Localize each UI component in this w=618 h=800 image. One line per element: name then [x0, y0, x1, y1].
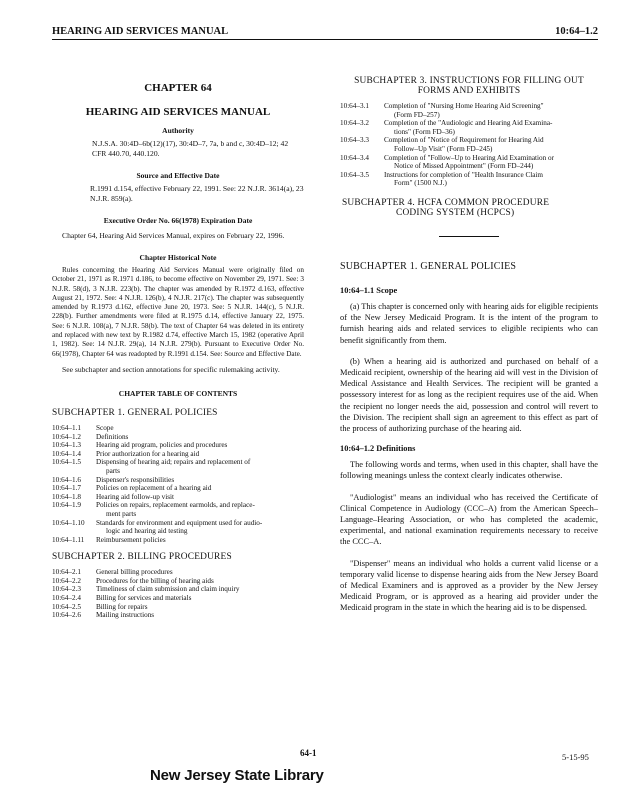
page-date: 5-15-95 — [562, 752, 589, 762]
toc-entry-title — [384, 136, 598, 153]
toc-entry — [52, 441, 304, 450]
historical-note-heading: Chapter Historical Note — [139, 253, 217, 262]
toc-entry-title — [96, 476, 304, 485]
toc-entry-number: 10:64–1.10 — [52, 518, 85, 527]
toc-entry-title-line: Prior authorization for a hearing aid — [96, 449, 200, 458]
toc-entry-title-continuation: ment parts — [106, 509, 137, 518]
source-text: R.1991 d.154, effective February 22, 1991. See: 22 N.J.R. 3614(a), 23 N.J.R. 859(a). — [90, 184, 304, 203]
toc-entry-number: 10:64–1.11 — [52, 535, 85, 544]
toc-entry — [52, 594, 304, 603]
toc-entry-number: 10:64–2.1 — [52, 568, 81, 577]
toc-entry-title-line: Procedures for the billing of hearing aids — [96, 576, 214, 585]
toc-entry-title — [96, 519, 304, 536]
toc-entry-title-continuation: Form" (1500 N.J.) — [394, 179, 447, 188]
toc-entry-title-continuation: Follow–Up Visit" (Form FD–245) — [394, 144, 493, 153]
toc-entry-title-line: Definitions — [96, 432, 129, 441]
toc-entry — [340, 102, 598, 119]
toc-entry-title-line: Dispensing of hearing aid; repairs and replacement of — [96, 458, 251, 467]
toc-entry — [52, 611, 304, 620]
toc-entry-number: 10:64–1.5 — [52, 458, 81, 467]
toc-entry-number: 10:64–3.5 — [340, 170, 369, 179]
annotations-note: See subchapter and section annotations for specific rulemaking activity. — [62, 364, 280, 374]
toc-entry-number: 10:64–1.4 — [52, 449, 81, 458]
section-1-1-paragraph-b: (b) When a hearing aid is authorized and purchased on behalf of a Medicaid recipient, ownership of the hearing aid will vest in the Division of Medical Assistance and Health Services. The recipient will be granted a possessory interest for as long as the recipient requires use of the aid. When the recipient no longer needs the aid, possession and control will revert to the Division. The recipient shall sign an agreement to this effect as part of the process of authorizing purchase of the hearing aid. — [340, 356, 598, 433]
toc-entry-title — [96, 450, 304, 459]
toc-subchapter-3-line2: FORMS AND EXHIBITS — [417, 86, 521, 96]
chapter-title: HEARING AID SERVICES MANUAL — [85, 106, 271, 118]
toc-subchapter-4-line2: CODING SYSTEM (HCPCS) — [396, 207, 515, 218]
toc-entry-title — [96, 594, 304, 603]
toc-entry-title-line: Policies on replacement of a hearing aid — [96, 484, 212, 493]
toc-entry-title — [96, 424, 304, 433]
running-header — [52, 26, 598, 40]
toc-entry — [52, 501, 304, 518]
toc-entry-title — [96, 568, 304, 577]
toc-entry — [52, 476, 304, 485]
header-title: HEARING AID SERVICES MANUAL — [52, 26, 229, 37]
toc-entry-title — [384, 119, 598, 136]
toc-entry-number: 10:64–2.2 — [52, 576, 81, 585]
toc-entry-title — [384, 102, 598, 119]
definition-audiologist: "Audiologist" means an individual who has received the Certificate of Clinical Competence in Audiology (CCC–A) from the American Speech–Language–Hearing Association, or who has completed the academic, experimental, and national examination requirements necessary to receive the CCC–A. — [340, 492, 598, 547]
toc-entry-title-line: Reimbursement policies — [96, 535, 166, 544]
toc-entry-title-line: Dispenser's responsibilities — [96, 475, 175, 484]
toc-entry — [52, 450, 304, 459]
chapter-number: CHAPTER 64 — [144, 82, 212, 94]
toc-entry-title — [384, 154, 598, 171]
toc-entry-number: 10:64–3.1 — [340, 102, 369, 110]
toc-entry-title-line: Mailing instructions — [96, 611, 155, 620]
toc-subchapter-2-list — [52, 568, 304, 620]
toc-entry — [340, 171, 598, 188]
toc-entry-title — [96, 493, 304, 502]
toc-subchapter-4-line1: SUBCHAPTER 4. HCFA COMMON PROCEDURE — [342, 197, 550, 208]
definition-dispenser: "Dispenser" means an individual who holds a current valid license or a temporary valid license to dispense hearing aids from the New Jersey Board of Medical Examiners and is approved as a provider by the New Jersey Medicaid Program, or is approved as a hearing aid provider under the Medicaid program in the state in which the hearing aid is to be dispensed. — [340, 558, 598, 613]
library-stamp: New Jersey State Library — [150, 767, 324, 784]
toc-entry-title-continuation: Notice of Missed Appointment" (Form FD–244) — [394, 162, 534, 171]
toc-entry-title-continuation: logic and hearing aid testing — [106, 527, 188, 536]
toc-entry-title — [384, 171, 598, 188]
toc-entry-title — [96, 458, 304, 475]
toc-entry-number: 10:64–2.6 — [52, 611, 81, 620]
toc-entry — [52, 603, 304, 612]
toc-entry-number: 10:64–1.2 — [52, 432, 81, 441]
toc-entry-number: 10:64–1.3 — [52, 441, 81, 450]
toc-entry-title — [96, 484, 304, 493]
toc-entry-title — [96, 433, 304, 442]
historical-note-text: Rules concerning the Hearing Aid Services Manual were originally filed on October 21, 1971 as R.1971 d.186, to become effective on November 29, 1971. See: 3 N.J.R. 58(d), 3 N.J.R. 223(b). The chapter was amended by R.1972 d.163, effective August 21, 1972. See: 4 N.J.R. 126(b), 4 N.J.R. 217(c). The chapter was subsequently amended by R.1973 d.162, effective June 20, 1973. See: 5 N.J.R. 144(c), 5 N.J.R. 228(b). Further amendments were filed at R.1975 d.14, effective January 22, 1975. See: 6 N.J.R. 108(a), 7 N.J.R. 58(b). The text of Chapter 64 was deleted in its entirety and replaced with new text by R.1982 d.74, effective March 15, 1982 (operative April 1, 1982). See: 14 N.J.R. 29(a), 14 N.J.R. 279(b). Pursuant to Executive Order No. 66(1978), Chapter 64 was readopted by R.1991 d.154. See: Source and Effective Date. — [52, 266, 304, 358]
toc-entry — [52, 585, 304, 594]
section-1-1-heading: 10:64–1.1 Scope — [340, 285, 398, 295]
subchapter-1-heading: SUBCHAPTER 1. GENERAL POLICIES — [340, 260, 517, 272]
table-of-contents-heading: CHAPTER TABLE OF CONTENTS — [118, 388, 238, 398]
section-1-1-paragraph-a: (a) This chapter is concerned only with hearing aids for eligible recipients of the New Jersey Medicaid Program. It is the intent of the program to furnish hearing aids and related services to eligible recipients who can benefit significantly from them. — [340, 301, 598, 345]
toc-entry-title-line: Timeliness of claim submission and claim inquiry — [96, 585, 240, 594]
toc-entry-number: 10:64–1.8 — [52, 492, 81, 501]
header-section-number: 10:64–1.2 — [555, 26, 598, 37]
toc-entry-number: 10:64–1.9 — [52, 501, 81, 510]
toc-entry — [52, 424, 304, 433]
executive-order-text: Chapter 64, Hearing Aid Services Manual, expires on February 22, 1996. — [62, 231, 285, 240]
toc-entry — [340, 119, 598, 136]
toc-entry — [52, 433, 304, 442]
left-column — [52, 70, 304, 620]
toc-entry-title-continuation: tions" (Form FD–36) — [394, 127, 455, 136]
toc-entry-title-line: Scope — [96, 423, 114, 432]
toc-entry-title-line: Policies on repairs, replacement earmolds, and replace- — [96, 501, 255, 510]
toc-entry — [340, 136, 598, 153]
toc-entry-title-line: Completion of "Nursing Home Hearing Aid Screening" — [384, 102, 544, 110]
toc-subchapter-2: SUBCHAPTER 2. BILLING PROCEDURES — [52, 552, 232, 563]
toc-entry-number: 10:64–3.4 — [340, 153, 369, 162]
source-heading: Source and Effective Date — [136, 171, 220, 180]
toc-entry-title-line: Standards for environment and equipment used for audio- — [96, 518, 263, 527]
toc-entry — [52, 484, 304, 493]
authority-text: N.J.S.A. 30:4D–6b(12)(17), 30:4D–7, 7a, b and c, 30:4D–12; 42 CFR 440.70, 440.120. — [92, 139, 289, 158]
toc-entry — [340, 154, 598, 171]
toc-entry-title-line: Hearing aid program, policies and procedures — [96, 441, 228, 450]
toc-entry-title-line: Hearing aid follow-up visit — [96, 492, 175, 501]
toc-entry-number: 10:64–1.1 — [52, 423, 81, 432]
toc-entry-title — [96, 585, 304, 594]
toc-subchapter-3-list — [340, 102, 598, 188]
toc-entry-title-line: Completion of "Notice of Requirement for Hearing Aid — [384, 136, 544, 145]
toc-subchapter-3-line1: SUBCHAPTER 3. INSTRUCTIONS FOR FILLING OUT — [354, 76, 584, 86]
authority-heading: Authority — [162, 126, 194, 135]
toc-entry-number: 10:64–2.4 — [52, 594, 81, 603]
toc-entry-title-line: Instructions for completion of "Health Insurance Claim — [384, 170, 544, 179]
toc-entry-title-continuation: (Form FD–257) — [394, 110, 440, 119]
toc-entry-number: 10:64–2.5 — [52, 602, 81, 611]
toc-entry-title — [96, 611, 304, 620]
toc-entry-title-continuation: parts — [106, 466, 120, 475]
section-1-2-heading: 10:64–1.2 Definitions — [340, 444, 416, 454]
page-number: 64-1 — [300, 748, 317, 758]
toc-entry-number: 10:64–1.7 — [52, 484, 81, 493]
toc-entry — [52, 536, 304, 545]
toc-subchapter-1: SUBCHAPTER 1. GENERAL POLICIES — [52, 407, 218, 418]
divider-rule — [439, 236, 499, 237]
toc-entry-number: 10:64–3.3 — [340, 136, 369, 145]
toc-entry — [52, 493, 304, 502]
toc-subchapter-1-list — [52, 424, 304, 544]
toc-entry-number: 10:64–3.2 — [340, 119, 369, 128]
toc-entry-title — [96, 441, 304, 450]
toc-entry-title-line: Billing for repairs — [96, 602, 148, 611]
toc-entry — [52, 458, 304, 475]
toc-entry-title — [96, 536, 304, 545]
toc-entry-title-line: Completion of "Follow–Up to Hearing Aid Examination or — [384, 153, 555, 162]
toc-entry — [52, 519, 304, 536]
toc-entry-title-line: General billing procedures — [96, 568, 173, 577]
toc-entry-title — [96, 603, 304, 612]
toc-entry — [52, 577, 304, 586]
toc-entry-number: 10:64–2.3 — [52, 585, 81, 594]
toc-entry-title-line: Completion of the "Audiologic and Hearing Aid Examina- — [384, 119, 553, 128]
executive-order-heading: Executive Order No. 66(1978) Expiration Date — [103, 216, 253, 225]
toc-entry-title — [96, 501, 304, 518]
toc-entry — [52, 568, 304, 577]
toc-entry-number: 10:64–1.6 — [52, 475, 81, 484]
toc-entry-title-line: Billing for services and materials — [96, 594, 192, 603]
right-column — [340, 70, 598, 624]
section-1-2-intro: The following words and terms, when used in this chapter, shall have the following meanings unless the context clearly indicates otherwise. — [340, 460, 598, 481]
toc-entry-title — [96, 577, 304, 586]
